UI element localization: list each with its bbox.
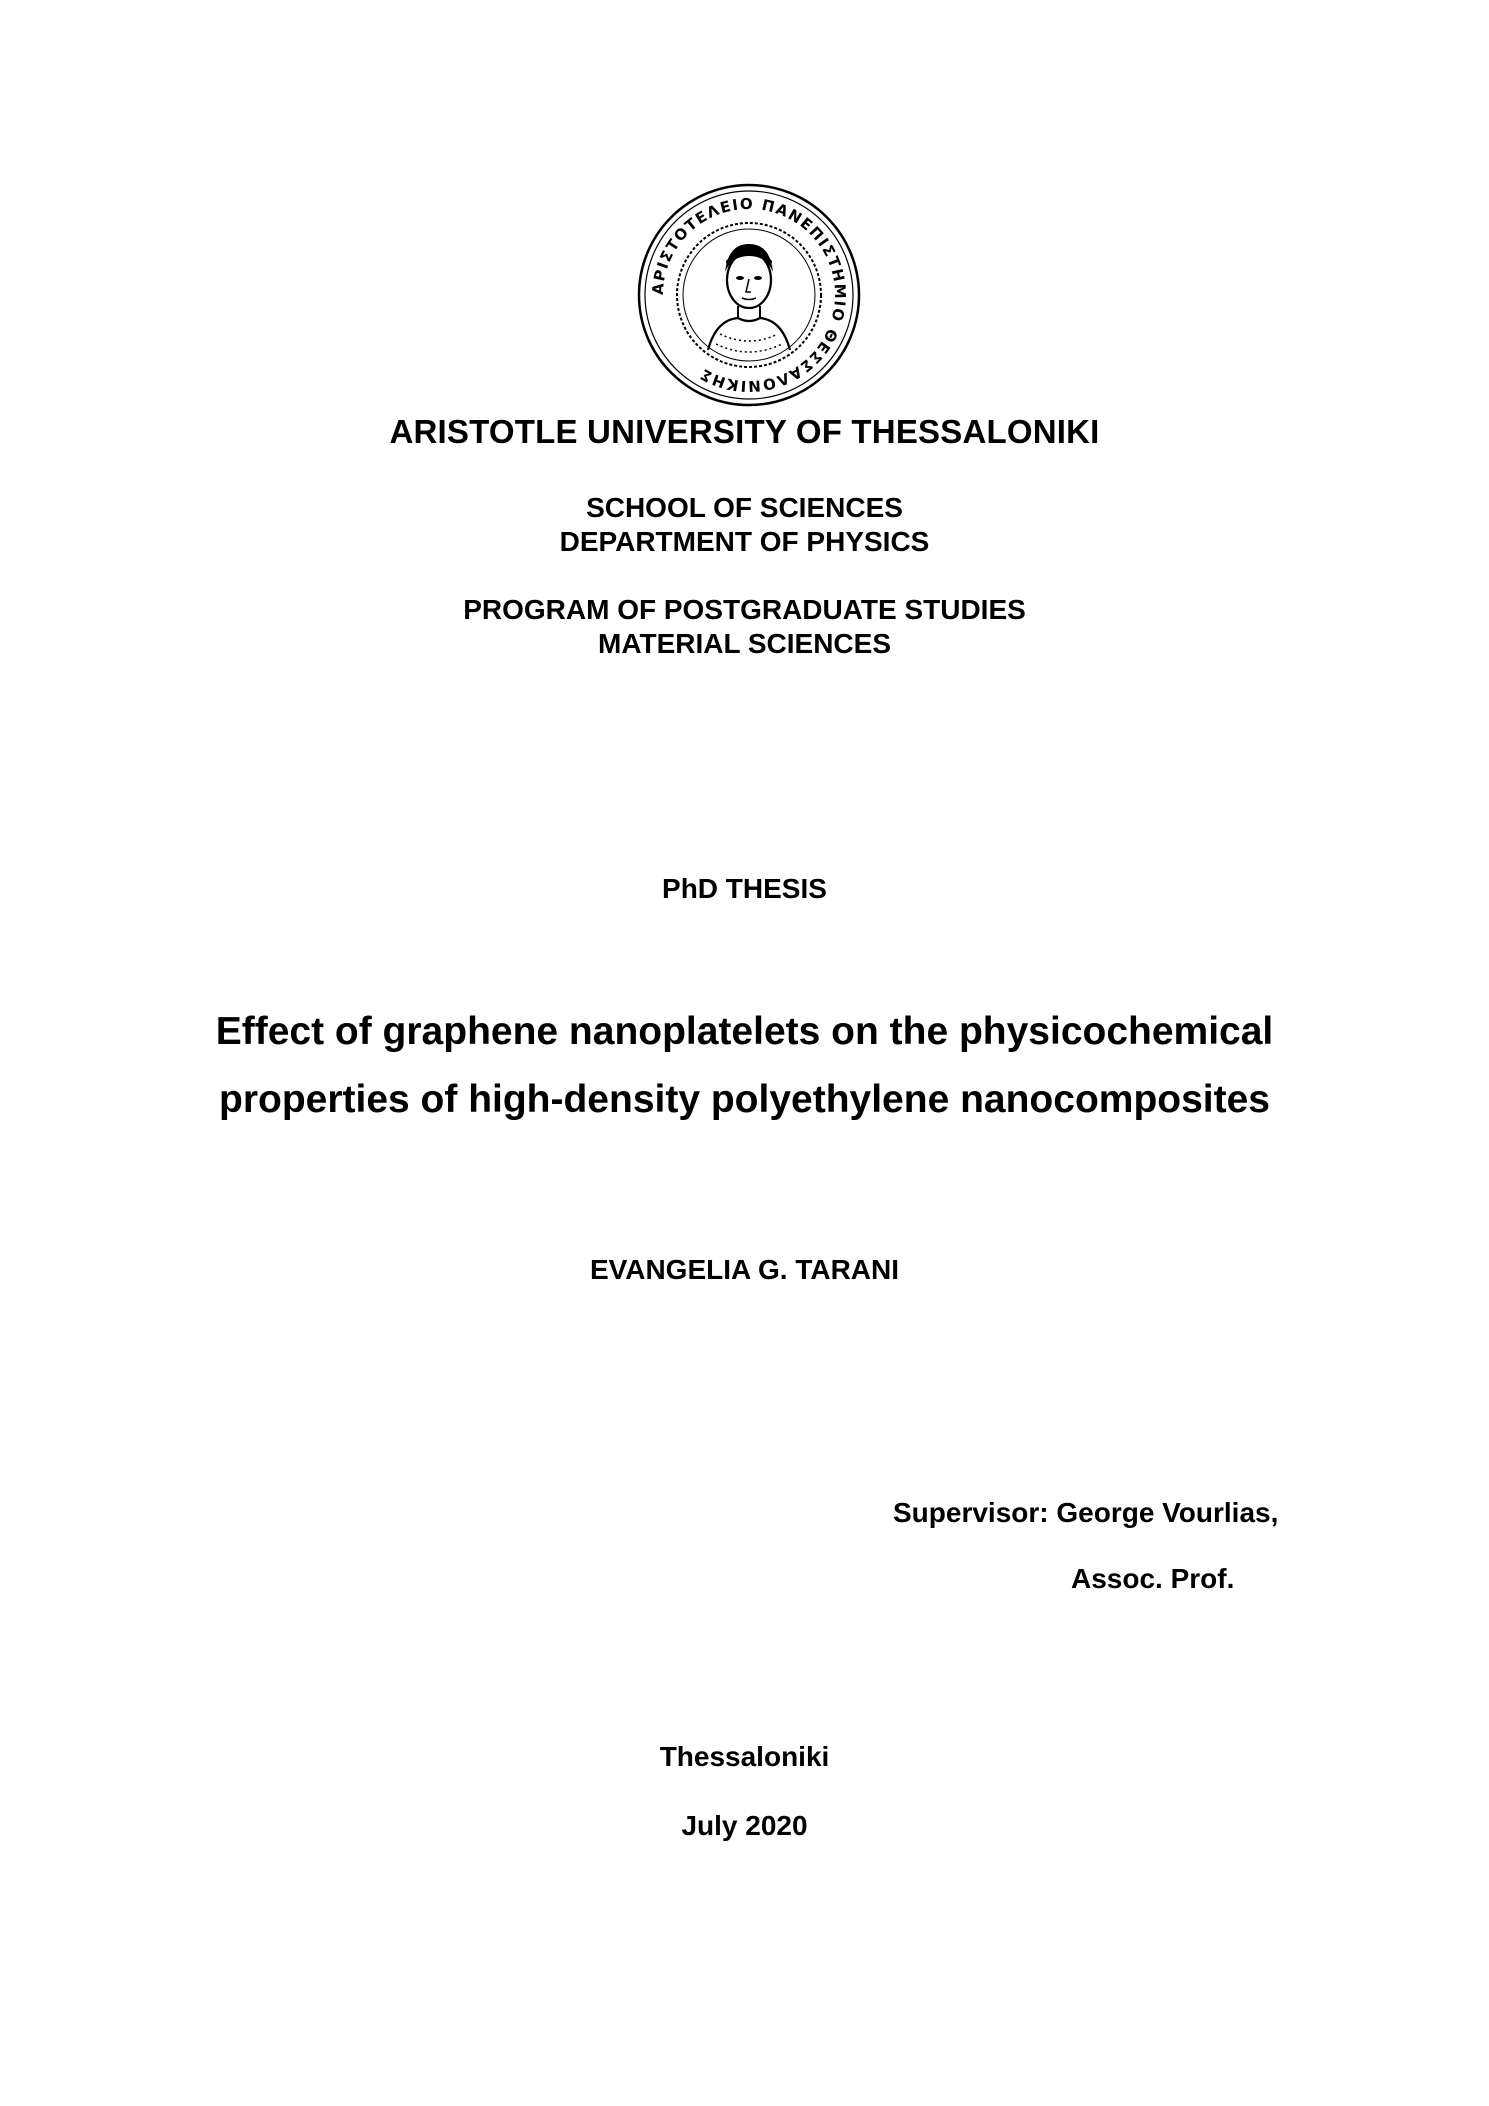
program-name: PROGRAM OF POSTGRADUATE STUDIES xyxy=(463,594,1026,625)
author-name: EVANGELIA G. TARANI xyxy=(589,1254,900,1285)
specialization-name: MATERIAL SCIENCES xyxy=(598,628,891,659)
school-name: SCHOOL OF SCIENCES xyxy=(586,492,903,523)
thesis-title-line-1: Effect of graphene nanoplatelets on the physicochemical xyxy=(215,1010,1274,1053)
university-name: ARISTOTLE UNIVERSITY OF THESSALONIKI xyxy=(389,413,1100,450)
svg-text:ΑΡΙΣΤΟΤΕΛΕΙΟ ΠΑΝΕΠΙΣΤΗΜΙΟ ΘΕΣΣ: ΑΡΙΣΤΟΤΕΛΕΙΟ ΠΑΝΕΠΙΣΤΗΜΙΟ ΘΕΣΣΑΛΟΝΙΚΗΣ xyxy=(648,194,850,396)
university-seal-icon xyxy=(636,182,862,408)
supervisor-line: Supervisor: George Vourlias, xyxy=(893,1497,1279,1528)
city: Thessaloniki xyxy=(659,1741,830,1772)
department-name: DEPARTMENT OF PHYSICS xyxy=(559,526,930,557)
date: July 2020 xyxy=(681,1810,808,1841)
thesis-title-line-2: properties of high-density polyethylene nanocomposites xyxy=(219,1078,1270,1121)
thesis-type: PhD THESIS xyxy=(662,873,827,904)
supervisor-title: Assoc. Prof. xyxy=(1071,1563,1235,1594)
